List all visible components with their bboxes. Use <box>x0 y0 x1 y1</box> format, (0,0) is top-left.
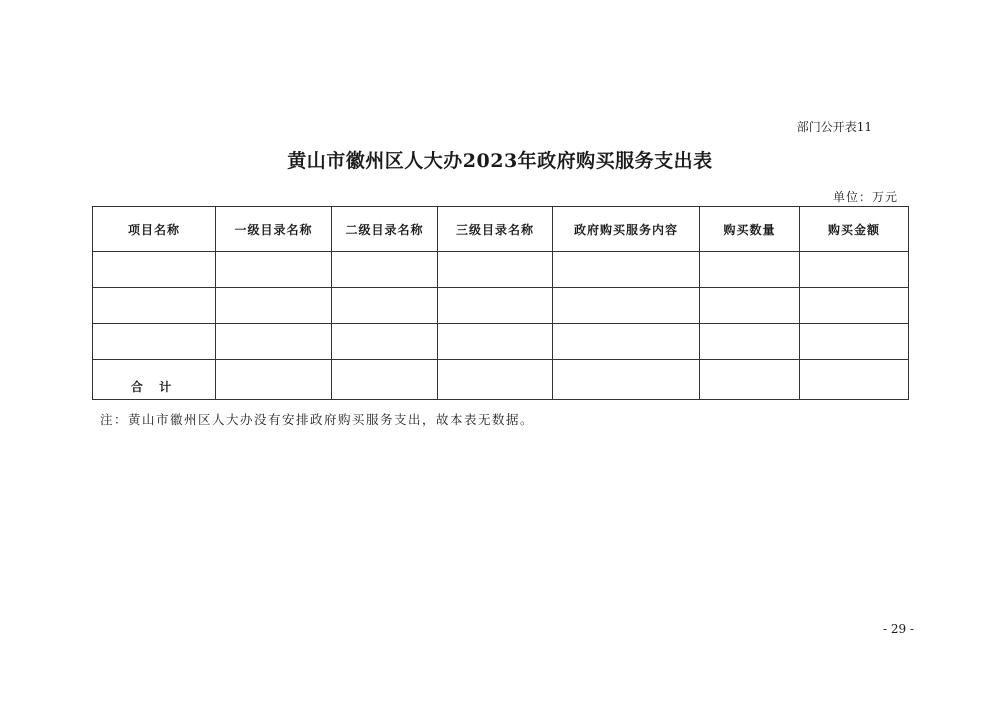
header-level3-category: 三级目录名称 <box>438 207 553 252</box>
table-code: 部门公开表11 <box>796 120 872 134</box>
table-cell <box>700 360 800 400</box>
table-header-row <box>93 207 909 252</box>
table-row <box>93 288 909 324</box>
table-row <box>93 252 909 288</box>
header-service-content: 政府购买服务内容 <box>553 207 700 252</box>
table-cell <box>553 252 700 288</box>
header-level1-category: 一级目录名称 <box>216 207 332 252</box>
table-cell <box>438 360 553 400</box>
table-cell <box>216 252 332 288</box>
table-cell <box>553 288 700 324</box>
table-row <box>93 324 909 360</box>
table-cell <box>800 360 909 400</box>
header-level2-category: 二级目录名称 <box>332 207 438 252</box>
table-cell <box>216 288 332 324</box>
table-cell <box>438 252 553 288</box>
table-cell <box>800 288 909 324</box>
table-cell <box>332 252 438 288</box>
table-cell <box>332 360 438 400</box>
table-note: 注：黄山市徽州区人大办没有安排政府购买服务支出，故本表无数据。 <box>100 412 535 427</box>
page-number: - 29 - <box>882 622 914 636</box>
header-amount: 购买金额 <box>800 207 909 252</box>
table-cell <box>800 252 909 288</box>
table-cell <box>800 324 909 360</box>
table-cell <box>93 288 216 324</box>
table-cell <box>332 288 438 324</box>
table-total-row <box>93 360 909 400</box>
header-quantity: 购买数量 <box>700 207 800 252</box>
table-cell <box>553 360 700 400</box>
table-cell <box>332 324 438 360</box>
header-project-name: 项目名称 <box>93 207 216 252</box>
table-cell <box>700 288 800 324</box>
table-cell <box>438 324 553 360</box>
total-label: 合 计 <box>93 360 216 400</box>
table-cell <box>700 252 800 288</box>
table-cell <box>216 324 332 360</box>
service-expenditure-table <box>92 206 909 400</box>
table-cell <box>438 288 553 324</box>
page-title: 黄山市徽州区人大办2023年政府购买服务支出表 <box>287 150 713 172</box>
table-cell <box>93 324 216 360</box>
unit-label: 单位：万元 <box>832 190 898 204</box>
table-cell <box>93 252 216 288</box>
table-cell <box>553 324 700 360</box>
table-cell <box>216 360 332 400</box>
table-cell <box>700 324 800 360</box>
